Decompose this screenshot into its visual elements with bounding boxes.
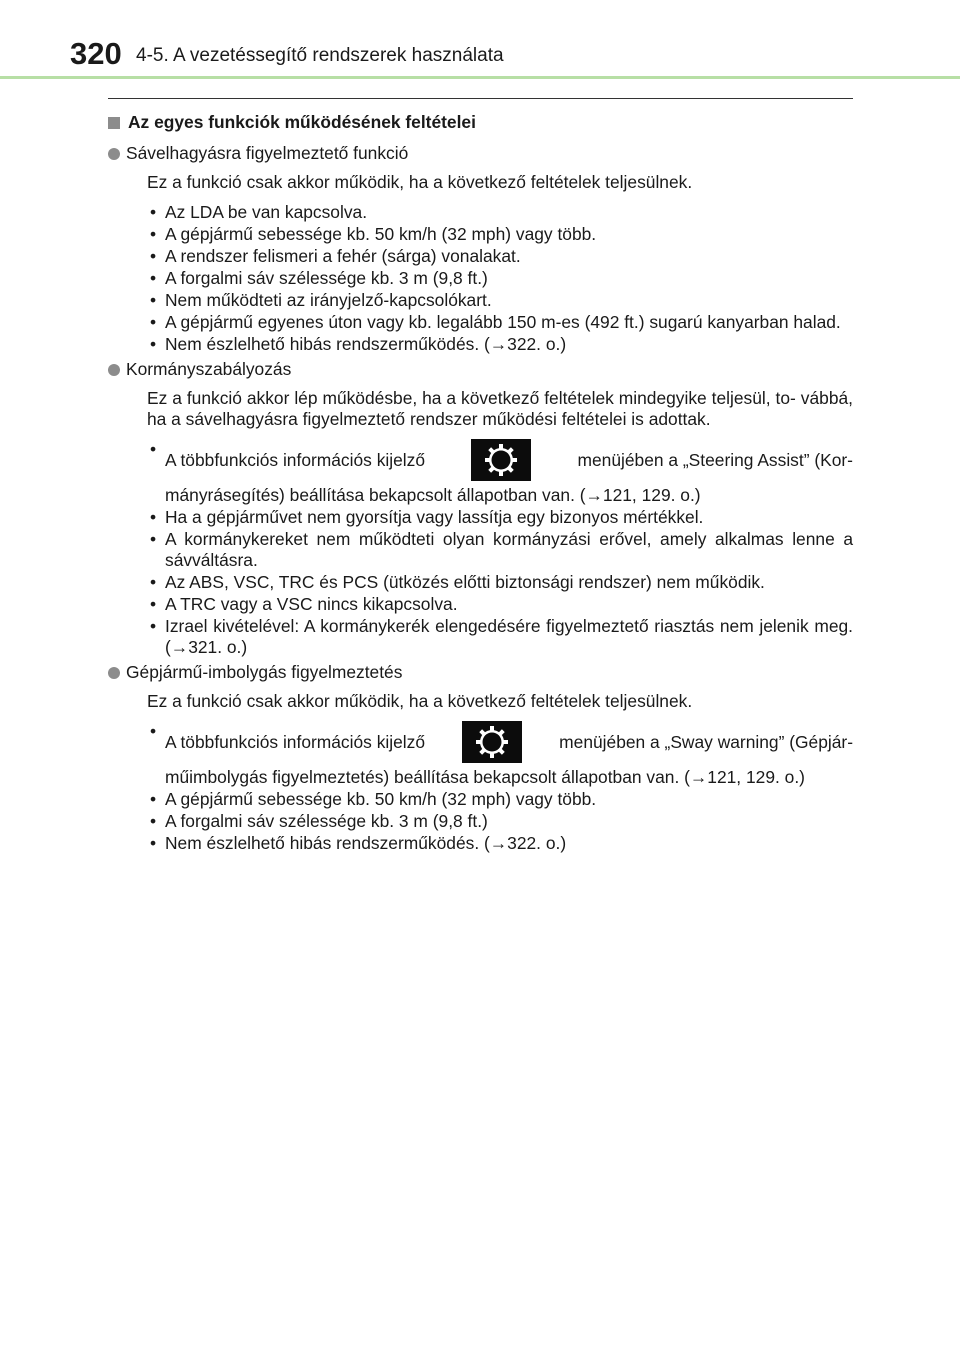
list-item: • Nem észlelhető hibás rendszerműködés. (→322. o.) [147, 334, 853, 355]
sway-intro: Ez a funkció csak akkor működik, ha a következő feltételek teljesülnek. [147, 691, 693, 711]
list-item: • Az ABS, VSC, TRC és PCS (ütközés előtti biztonsági rendszer) nem működik. [147, 572, 853, 593]
circle-bullet-icon [108, 667, 120, 679]
page-reference-link[interactable]: →121, 129. o.) [585, 485, 701, 505]
list-item: • A gépjármű egyenes úton vagy kb. legalább 150 m-es (492 ft.) sugarú kanyarban halad. [147, 312, 853, 333]
page-reference-link[interactable]: →121, 129. o.) [689, 767, 805, 787]
sway-conditions [147, 721, 853, 854]
page-reference-link[interactable]: →321. o.) [170, 637, 248, 657]
list-item: • Izrael kivételével: A kormánykerék elengedésére figyelmeztető riasztás nem jelenik meg. (→321. o.) [147, 616, 853, 658]
circle-bullet-icon [108, 148, 120, 160]
list-item: • A rendszer felismeri a fehér (sárga) vonalakat. [147, 246, 853, 267]
page-reference-link[interactable]: →322. o.) [489, 334, 567, 354]
list-item: • A kormánykereket nem működteti olyan kormányzási erővel, amely alkalmas lenne a sávváltásra. [147, 529, 853, 571]
lda-title: Sávelhagyásra figyelmeztető funkció [108, 143, 853, 164]
list-item: • Az LDA be van kapcsolva. [147, 202, 853, 223]
circle-bullet-icon [108, 364, 120, 376]
list-item: • A TRC vagy a VSC nincs kikapcsolva. [147, 594, 853, 615]
square-bullet-icon [108, 117, 120, 129]
header-rule [0, 76, 960, 79]
header-title: 4-5. A vezetéssegítő rendszerek használata [136, 45, 504, 66]
list-item: • Ha a gépjárművet nem gyorsítja vagy lassítja egy bizonyos mértékkel. [147, 507, 853, 528]
steering-title: Kormányszabályozás [108, 359, 853, 380]
sway-title: Gépjármű-imbolygás figyelmeztetés [108, 662, 853, 683]
list-item: • Nem észlelhető hibás rendszerműködés. (→322. o.) [147, 833, 853, 854]
list-item: • A többfunkciós információs kijelző menüjében a „Steering Assist” (Kor- mányrásegítés) beállítása bekapcsolt állapotban van. (→121, 129. o.) [147, 439, 853, 506]
lda-conditions [147, 202, 853, 355]
section-rule [108, 98, 853, 99]
list-item: • A forgalmi sáv szélessége kb. 3 m (9,8 ft.) [147, 268, 853, 289]
steering-conditions [147, 439, 853, 658]
lda-intro: Ez a funkció csak akkor működik, ha a következő feltételek teljesülnek. [147, 172, 693, 192]
list-item: • Nem működteti az irányjelző-kapcsolókart. [147, 290, 853, 311]
page-reference-link[interactable]: →322. o.) [489, 833, 567, 853]
settings-gear-icon [462, 721, 522, 763]
list-item: • A gépjármű sebessége kb. 50 km/h (32 mph) vagy több. [147, 224, 853, 245]
page-content [108, 112, 853, 858]
list-item: • A gépjármű sebessége kb. 50 km/h (32 mph) vagy több. [147, 789, 853, 810]
section-heading: Az egyes funkciók működésének feltételei [108, 112, 853, 133]
list-item: • A forgalmi sáv szélessége kb. 3 m (9,8 ft.) [147, 811, 853, 832]
list-item: • A többfunkciós információs kijelző menüjében a „Sway warning” (Gépjár- műimbolygás figyelmeztetés) beállítása bekapcsolt állapotban van. (→121, 129. o.) [147, 721, 853, 788]
settings-gear-icon [471, 439, 531, 481]
page-number: 320 [70, 36, 122, 71]
steering-intro: Ez a funkció akkor lép működésbe, ha a következő feltételek mindegyike teljesül, to- vábbá, ha a sávelhagyásra figyelmeztető rendszer működési feltételei is adottak. [147, 388, 853, 429]
